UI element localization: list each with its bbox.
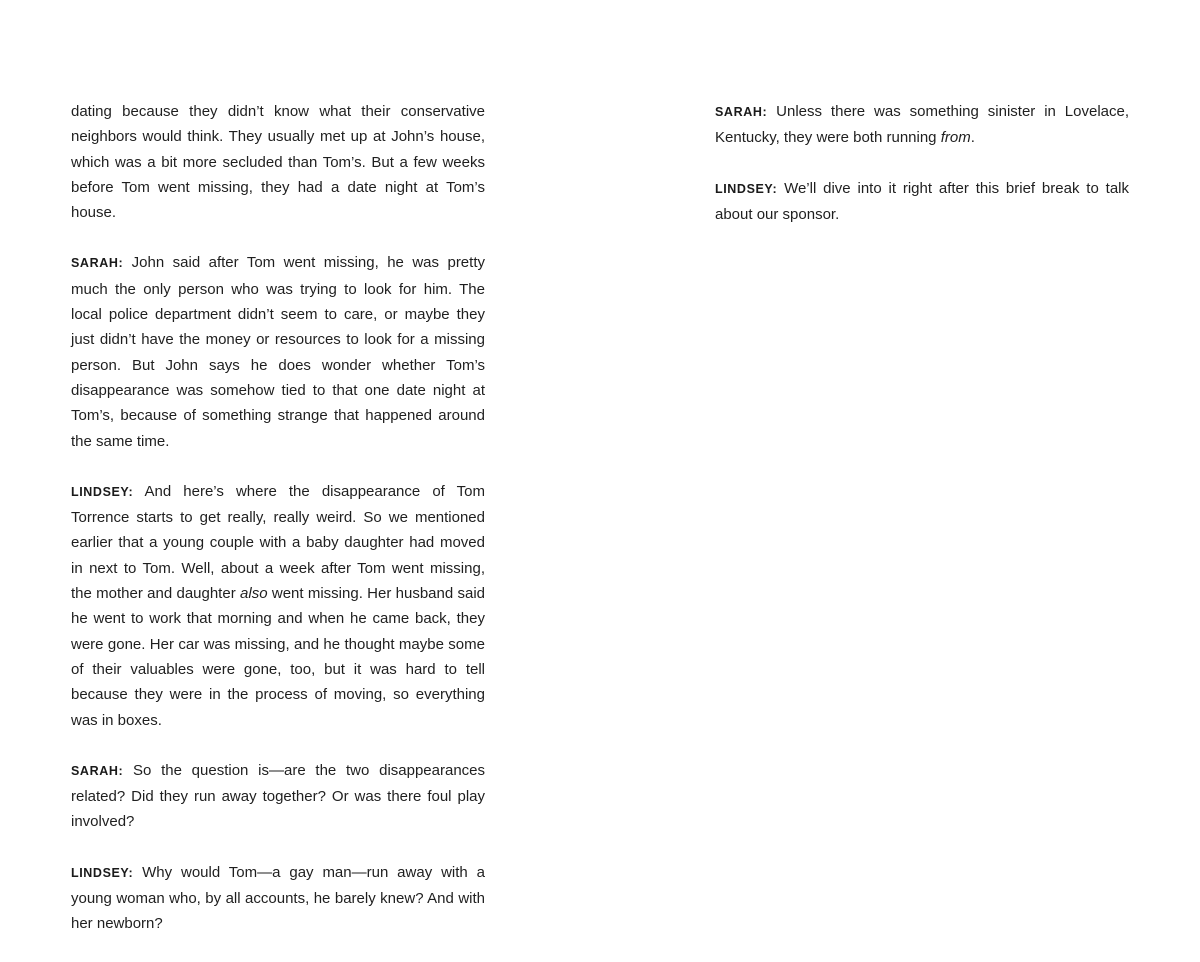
paragraph-text: dating because they didn’t know what their conservative neighbors would think. They usually met up at John’s house, which was a bit more secluded than Tom’s. But a few weeks before Tom went missing, they had a date night at Tom’s house. [71, 103, 485, 222]
dialogue-paragraph [71, 860, 485, 937]
paragraph-continuation [71, 99, 485, 225]
dialogue-text: went missing. Her husband said he went to work that morning and when he came back, they were gone. Her car was missing, and he thought maybe some of their valuables were gone, too, but it was hard to tell because they were in the process of moving, so everything was in boxes. [71, 585, 486, 729]
dialogue-paragraph [715, 176, 1129, 228]
speaker-label: LINDSEY: [71, 865, 134, 880]
emphasis-text: also [240, 585, 268, 603]
dialogue-paragraph [71, 758, 485, 835]
speaker-label: SARAH: [715, 105, 768, 119]
speaker-label: SARAH: [71, 763, 124, 778]
dialogue-text: So the question is—are the two disappearances related? Did they run away together? Or was there foul play involved? [71, 761, 486, 831]
dialogue-text: . [970, 129, 975, 147]
left-page [71, 99, 485, 962]
dialogue-text: John said after Tom went missing, he was pretty much the only person who was trying to look for him. The local police department didn’t seem to care, or maybe they just didn’t have the money or resources to look for a missing person. But John says he does wonder whether Tom’s disappearance was somehow tied to that one date night at Tom’s, because of something strange that happened around the same time. [71, 254, 485, 450]
right-page [715, 99, 1129, 252]
dialogue-text: Unless there was something sinister in Lovelace, Kentucky, they were both running [715, 103, 1130, 147]
dialogue-paragraph [71, 479, 485, 733]
dialogue-text: Why would Tom—a gay man—run away with a young woman who, by all accounts, he barely knew? And with her newborn? [71, 863, 485, 933]
speaker-label: SARAH: [71, 256, 124, 271]
emphasis-text: from [940, 129, 971, 147]
dialogue-paragraph [715, 99, 1129, 151]
dialogue-text: And here’s where the disappearance of Tom Torrence starts to get really, really weird. So we mentioned earlier that a young couple with a baby daughter had moved in next to Tom. Well, about a week after Tom went missing, the mother and daughter [71, 482, 485, 603]
dialogue-text: We’ll dive into it right after this brief break to talk about our sponsor. [715, 179, 1129, 223]
speaker-label: LINDSEY: [715, 181, 778, 196]
speaker-label: LINDSEY: [71, 484, 134, 499]
dialogue-paragraph [71, 250, 485, 453]
